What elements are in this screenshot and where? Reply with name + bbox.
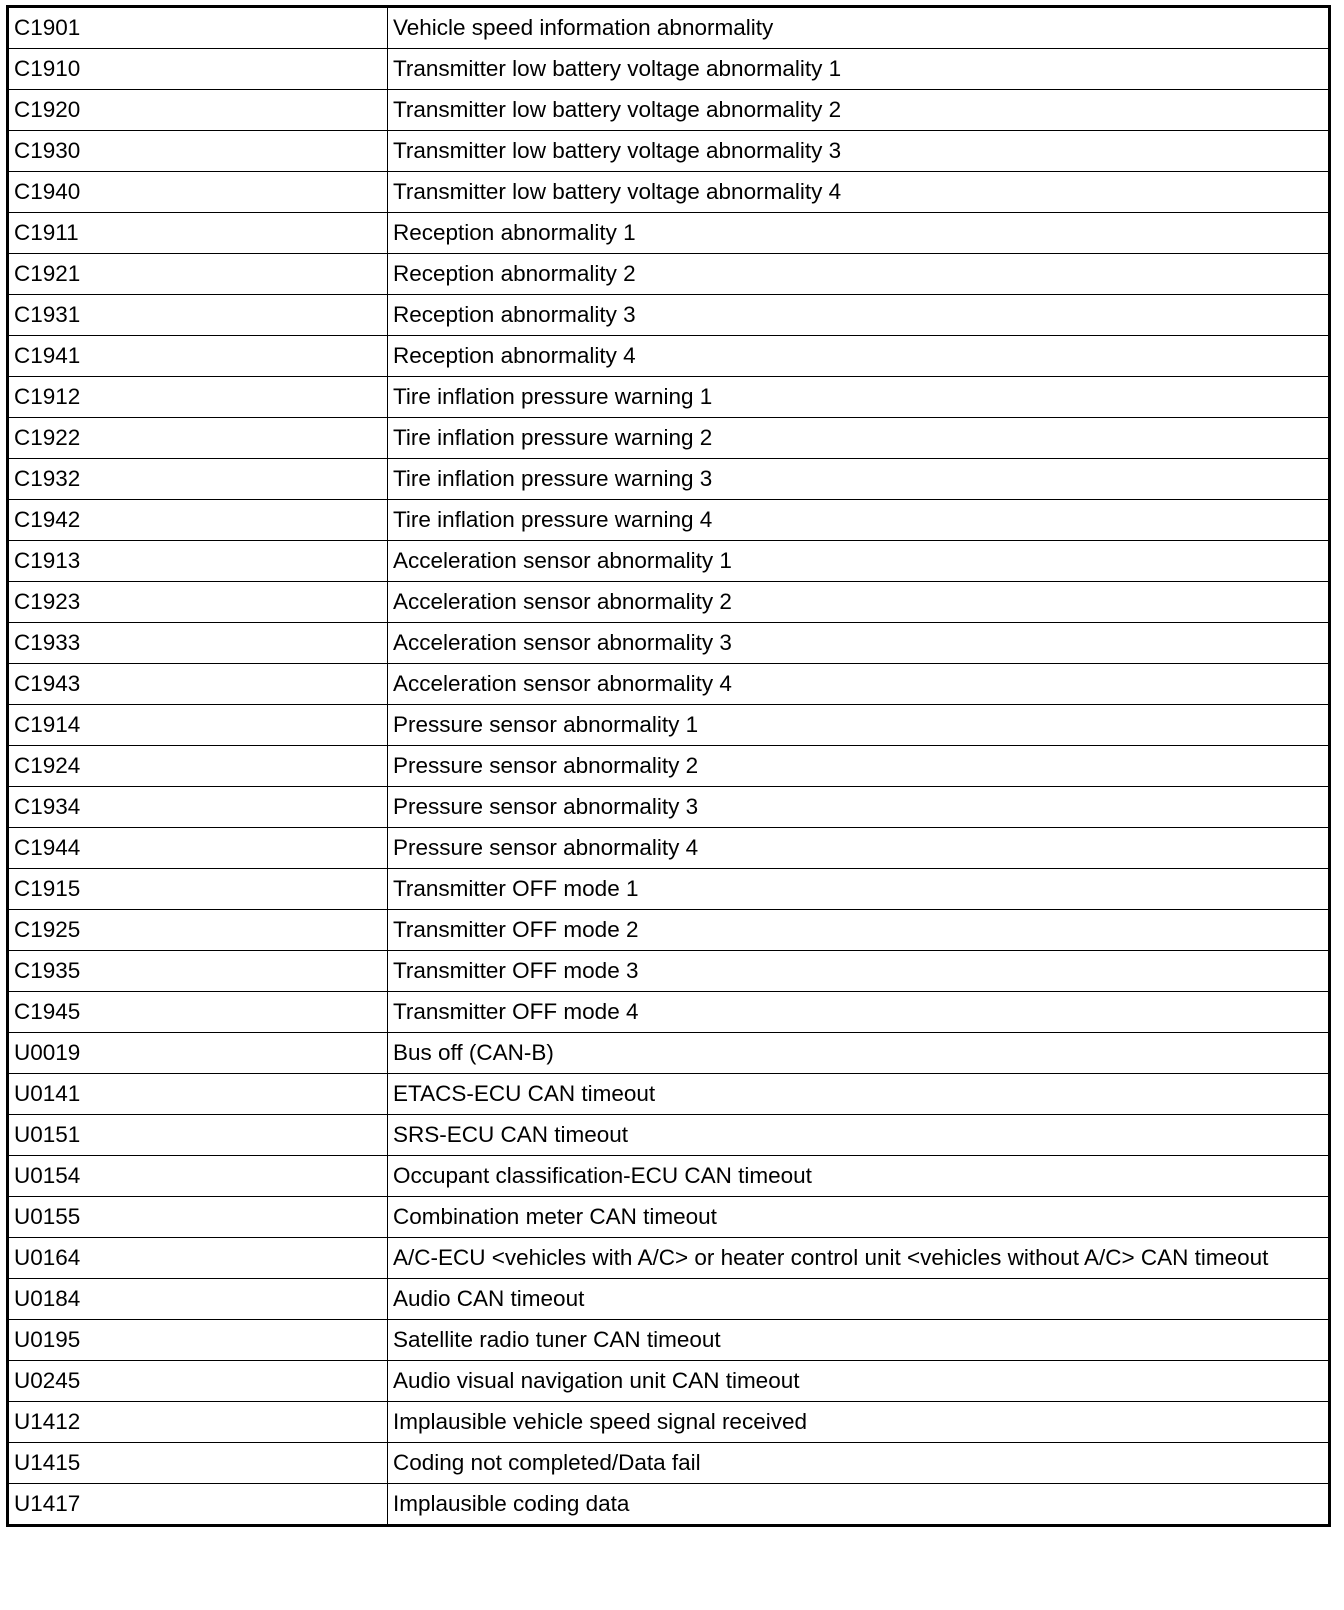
dtc-description-cell: Transmitter low battery voltage abnormality 1 xyxy=(388,49,1330,90)
table-row xyxy=(8,623,1330,664)
dtc-code-cell: U0141 xyxy=(8,1074,388,1115)
dtc-code-cell: C1945 xyxy=(8,992,388,1033)
dtc-code-cell: C1944 xyxy=(8,828,388,869)
table-row xyxy=(8,213,1330,254)
dtc-code-cell: U1415 xyxy=(8,1443,388,1484)
dtc-description-cell: Acceleration sensor abnormality 3 xyxy=(388,623,1330,664)
table-row xyxy=(8,869,1330,910)
dtc-description-cell: Bus off (CAN-B) xyxy=(388,1033,1330,1074)
dtc-description-cell: Pressure sensor abnormality 4 xyxy=(388,828,1330,869)
table-row xyxy=(8,910,1330,951)
dtc-description-cell: SRS-ECU CAN timeout xyxy=(388,1115,1330,1156)
table-row xyxy=(8,90,1330,131)
table-row xyxy=(8,541,1330,582)
dtc-code-cell: U0164 xyxy=(8,1238,388,1279)
dtc-description-cell: Implausible coding data xyxy=(388,1484,1330,1526)
dtc-code-cell: C1914 xyxy=(8,705,388,746)
dtc-description-cell: Acceleration sensor abnormality 4 xyxy=(388,664,1330,705)
table-row xyxy=(8,500,1330,541)
table-row xyxy=(8,1197,1330,1238)
dtc-description-cell: Reception abnormality 4 xyxy=(388,336,1330,377)
dtc-description-cell: Acceleration sensor abnormality 2 xyxy=(388,582,1330,623)
dtc-code-cell: U0155 xyxy=(8,1197,388,1238)
dtc-description-cell: Transmitter OFF mode 1 xyxy=(388,869,1330,910)
dtc-code-cell: C1940 xyxy=(8,172,388,213)
dtc-description-cell: Implausible vehicle speed signal received xyxy=(388,1402,1330,1443)
dtc-description-cell: Satellite radio tuner CAN timeout xyxy=(388,1320,1330,1361)
dtc-code-cell: C1911 xyxy=(8,213,388,254)
table-row xyxy=(8,1443,1330,1484)
table-row xyxy=(8,1361,1330,1402)
table-row xyxy=(8,1156,1330,1197)
dtc-code-cell: C1925 xyxy=(8,910,388,951)
dtc-description-cell: Transmitter OFF mode 4 xyxy=(388,992,1330,1033)
table-row xyxy=(8,828,1330,869)
table-row xyxy=(8,1238,1330,1279)
dtc-description-cell: Audio visual navigation unit CAN timeout xyxy=(388,1361,1330,1402)
dtc-code-cell: C1913 xyxy=(8,541,388,582)
dtc-table xyxy=(6,5,1331,1527)
dtc-code-cell: C1933 xyxy=(8,623,388,664)
dtc-description-cell: A/C-ECU <vehicles with A/C> or heater control unit <vehicles without A/C> CAN timeout xyxy=(388,1238,1330,1279)
dtc-description-cell: Tire inflation pressure warning 4 xyxy=(388,500,1330,541)
table-row xyxy=(8,459,1330,500)
table-row xyxy=(8,254,1330,295)
table-row xyxy=(8,1320,1330,1361)
dtc-description-cell: Tire inflation pressure warning 3 xyxy=(388,459,1330,500)
dtc-description-cell: Transmitter low battery voltage abnormality 3 xyxy=(388,131,1330,172)
table-row xyxy=(8,1279,1330,1320)
table-row xyxy=(8,418,1330,459)
table-row xyxy=(8,7,1330,49)
dtc-description-cell: Tire inflation pressure warning 2 xyxy=(388,418,1330,459)
dtc-code-cell: C1921 xyxy=(8,254,388,295)
table-row xyxy=(8,746,1330,787)
table-row xyxy=(8,664,1330,705)
table-row xyxy=(8,1484,1330,1526)
dtc-description-cell: Transmitter low battery voltage abnormality 4 xyxy=(388,172,1330,213)
dtc-code-cell: C1915 xyxy=(8,869,388,910)
dtc-description-cell: Combination meter CAN timeout xyxy=(388,1197,1330,1238)
dtc-code-cell: C1931 xyxy=(8,295,388,336)
dtc-code-cell: C1934 xyxy=(8,787,388,828)
dtc-code-cell: U0195 xyxy=(8,1320,388,1361)
dtc-description-cell: Transmitter OFF mode 3 xyxy=(388,951,1330,992)
dtc-code-cell: C1930 xyxy=(8,131,388,172)
dtc-code-cell: C1912 xyxy=(8,377,388,418)
dtc-description-cell: Reception abnormality 2 xyxy=(388,254,1330,295)
dtc-description-cell: Transmitter low battery voltage abnormality 2 xyxy=(388,90,1330,131)
dtc-code-cell: C1935 xyxy=(8,951,388,992)
dtc-table-body xyxy=(8,7,1330,1526)
dtc-description-cell: Transmitter OFF mode 2 xyxy=(388,910,1330,951)
table-row xyxy=(8,1033,1330,1074)
table-row xyxy=(8,1074,1330,1115)
dtc-code-cell: C1932 xyxy=(8,459,388,500)
dtc-description-cell: Occupant classification-ECU CAN timeout xyxy=(388,1156,1330,1197)
table-row xyxy=(8,992,1330,1033)
dtc-code-cell: U0019 xyxy=(8,1033,388,1074)
dtc-code-cell: C1920 xyxy=(8,90,388,131)
table-row xyxy=(8,49,1330,90)
dtc-code-cell: C1924 xyxy=(8,746,388,787)
dtc-code-cell: U1412 xyxy=(8,1402,388,1443)
dtc-description-cell: Pressure sensor abnormality 2 xyxy=(388,746,1330,787)
dtc-code-cell: U0151 xyxy=(8,1115,388,1156)
table-row xyxy=(8,705,1330,746)
dtc-code-cell: C1922 xyxy=(8,418,388,459)
table-row xyxy=(8,295,1330,336)
table-row xyxy=(8,131,1330,172)
dtc-description-cell: Vehicle speed information abnormality xyxy=(388,7,1330,49)
table-row xyxy=(8,336,1330,377)
table-row xyxy=(8,1115,1330,1156)
dtc-description-cell: Coding not completed/Data fail xyxy=(388,1443,1330,1484)
dtc-description-cell: Audio CAN timeout xyxy=(388,1279,1330,1320)
dtc-description-cell: Acceleration sensor abnormality 1 xyxy=(388,541,1330,582)
dtc-code-cell: U0245 xyxy=(8,1361,388,1402)
dtc-description-cell: Tire inflation pressure warning 1 xyxy=(388,377,1330,418)
table-row xyxy=(8,377,1330,418)
dtc-code-cell: C1923 xyxy=(8,582,388,623)
table-row xyxy=(8,172,1330,213)
dtc-code-cell: C1901 xyxy=(8,7,388,49)
dtc-description-cell: Pressure sensor abnormality 1 xyxy=(388,705,1330,746)
dtc-code-cell: C1942 xyxy=(8,500,388,541)
dtc-description-cell: Pressure sensor abnormality 3 xyxy=(388,787,1330,828)
dtc-code-cell: U1417 xyxy=(8,1484,388,1526)
dtc-code-cell: U0154 xyxy=(8,1156,388,1197)
dtc-description-cell: Reception abnormality 1 xyxy=(388,213,1330,254)
dtc-code-cell: C1910 xyxy=(8,49,388,90)
table-row xyxy=(8,951,1330,992)
dtc-code-cell: C1943 xyxy=(8,664,388,705)
dtc-description-cell: Reception abnormality 3 xyxy=(388,295,1330,336)
dtc-code-cell: C1941 xyxy=(8,336,388,377)
dtc-description-cell: ETACS-ECU CAN timeout xyxy=(388,1074,1330,1115)
table-row xyxy=(8,1402,1330,1443)
table-row xyxy=(8,582,1330,623)
table-row xyxy=(8,787,1330,828)
dtc-code-cell: U0184 xyxy=(8,1279,388,1320)
